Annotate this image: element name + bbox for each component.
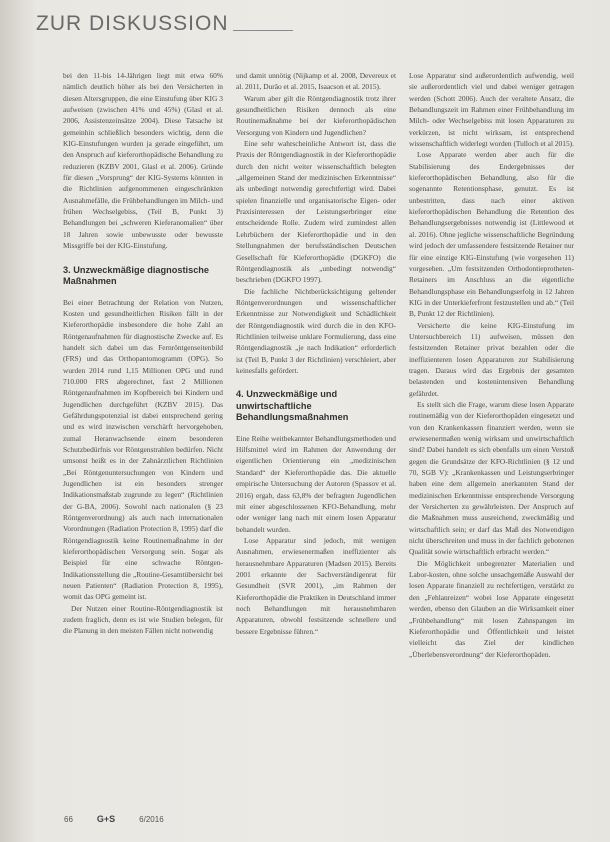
header-rule [233,30,293,31]
paragraph: Eine Reihe weitbekannter Behandlungsmethoden und Hilfsmittel wird im Rahmen der Anwendung der eigentlichen Orientierung ein „medizinischen Standard“ der Kieferorthopädie das. Die aktuelle empirische Untersuchung der Autoren (Spassov et al. 2016) ergab, dass 63,8% der befragten Jugendlichen mit einer abgeschlossenen KFO-Behandlung, mehr oder weniger lang nach mit einem losen Apparatur behandelt wurden. [236,433,396,534]
paragraph: Bei einer Betrachtung der Relation von Nutzen, Kosten und gesundheitlichen Risiken fällt in der Kieferorthopädie insbesondere die hohe Zahl an Röntgenaufnahmen für diagnostische Zwecke auf. Es handelt sich dabei um das Fernröntgenseitenbild (FRS) und das Orthopantomogramm (OPG). So wurden 2014 rund 1,15 Millionen OPG und rund 710.000 FRS abgerechnet, fast 2 Millionen Röntgenaufnahmen im Kopfbereich bei Kindern und Jugendlichen durchgeführt (KZBV 2015). Das Gefährdungspotenzial ist dabei entsprechend gering und es wird inzwischen verschärft hervorgehoben, zumal Heranwachsende einem besonderen Schutzbedürfnis vor Röntgenstrahlen bedürfen. Nicht umsonst heißt es in der Zahnärztlichen Richtlinien „Bei Röntgenuntersuchungen von Kindern und Jugendlichen ist ein besonders strenger Indikationsmaßstab zugrunde zu legen“ (Richtlinien der G-BA, 2006). Sowohl nach nationalen (§ 23 Röntgenverordnung) als auch nach internationalen Vorordnungen (Radiation Protection 8, 1995) darf die Röntgendiagnostik keine Routinemaßnahme in der kieferorthopädischen Versorgung sein. Sogar als Beispiel für eine schwache Röntgen-Indikationsstellung die „Routine-Gesamtübersicht bei neuen Patienten“ (Radiation Protection 8, 1995), womit das OPG gemeint ist. [63,297,223,602]
paragraph: Versicherte die keine KIG-Einstufung im Untersuchbereich 11) aufweisen, müssen den festsitzenden Retainer privat bezahlen oder die ineffizienteren losen Apparaturen zur Stabilisierung tragen. Daraus wird das Ergebnis der gesamten belastenden und kostenintensiven Behandlung gefährdet. [409,320,574,398]
issue-number: 6/2016 [139,814,164,824]
page-footer [64,812,570,826]
paragraph: Es stellt sich die Frage, warum diese losen Apparate routinemäßig von der Kieferorthopäden eingesetzt und von den Krankenkassen finanziert werden, wenn sie erwiesenermaßen wenig wirksam und unwirtschaftlich sind? Dabei handelt es sich ebenfalls um einen Verstoß gegen die Grundsätze der KFO-Richtlinien (§ 12 und 70, SGB V): „Krankenkassen und Leistungserbringer haben eine dem allgemein anerkannten Stand der medizinischen Erkenntnisse entsprechende Versorgung der Versicherten zu gewährleisten. Der Anspruch auf die Maßnahmen muss ausreichend, zweckmäßig und wirtschaftlich sein; er darf das Maß des Notwendigen nicht überschreiten und muss in der fachlich gebotenen Qualität sowie wirtschaftlich erbracht werden.“ [409,399,574,557]
section-title: ZUR DISKUSSION [36,12,229,35]
section-heading: 4. Unzweckmäßige und unwirtschaftliche Behandlungsmaßnahmen [236,389,349,423]
paragraph: und damit unnötig (Nijkamp et al. 2008, Devereux et al. 2011, Durão et al. 2015, Isaacson et al. 2015). [236,71,396,92]
paragraph: Lose Apparatur sind jedoch, mit wenigen Ausnahmen, erwiesenermaßen ineffizienter als herausnehmbare Apparaturen (Madsen 2015). Bereits 2001 erkannte der Sachverständigenrat für Gesundheit (SVR 2001), „im Rahmen der Kieferorthopädie die Praktiken in Deutschland immer noch Behandlungen mit herausnehmbaren Apparaturen, obwohl festsitzende schnellere und bessere Ergebnisse führen.“ [236,535,396,636]
paragraph: bei den 11-bis 14-Jährigen liegt mit etwa 60% nämlich deutlich höher als bei den Versicherten in diesen Altersgruppen, die eine Einstufung über KIG 3 aufweisen (zwischen 41% und 45%) (Glasl et al. 2006, Assistenzeinsätze 2004). Diese Tatsache ist gemeinhin schließlich besonders wichtig, denn die KIG-Einstufungen wurden ja gerade eingeführt, um den Anspruch auf kieferorthopädische Behandlung zu reduzieren (KZBV 2001, Glasl et al. 2006). Gründe für diesen „Vorsprung“ der KIG-Systems könnten in die Richtlinien aufgenommenen eingeschränkten Ausnahmefälle, die Frühbehandlungen im Milch- und frühen Wechselgebiss, (Teil B, Punkt 3) Behandlungen bei „schweren Kieferanomalien“ über 18 Jahren sowie unbewusste oder bewusste Missgriffe bei der KIG-Einstufung. [63,71,223,251]
paragraph: Die fachliche Nichtberücksichtigung geltender Röntgenverordnungen und wissenschaftlicher Erkenntnisse zur Notwendigkeit und Schädlichkeit der Röntgendiagnostik wird durch die in den KFO-Richtlinien teilweise unklare Formulierung, dass eine Röntgendiagnostik „je nach Indikation“ erforderlich ist (Teil B, Punkt 3 der Richtlinien) verschleiert, aber keinesfalls gefördert. [236,286,396,375]
column-right [409,70,574,660]
paragraph: Die Möglichkeit unbegrenzter Materialien und Labor-kosten, ohne solche unsachgemäße Auswahl der losen Apparate finanziell zu rechtfertigen, verstärkt zu den „Fehlanreizen“ wobei lose Apparate eingesetzt werden, ebenso den Glauben an die Wirksamkeit einer „Frühbehandlung“ mit losen Zahnspangen im Kieferorthopädie und Öffentlichkeit und leistet vielleicht das Ziel der kindlichen „Überlebensverordnung“ der Kieferorthopäden. [409,558,574,659]
paragraph: Der Nutzen einer Routine-Röntgendiagnostik ist zudem fraglich, denn es ist wie Studien belegen, für die Planung in den meisten Fällen nicht notwendig [63,603,223,636]
paragraph: Warum aber gilt die Röntgendiagnostik trotz ihrer gesundheitlichen Risiken dennoch als eine Routinemaßnahme bei der kieferorthopädischen Versorgung von Kindern und Jugendlichen? [236,93,396,137]
column-left [63,70,223,637]
paragraph: Lose Apparate werden aber auch für die Stabilisierung des Endergebnisses der kieferorthopädischen Behandlung, also für die sogenannte Retentionsphase, genutzt. Es ist unbestritten, dass nach einer aktiven kieferorthopädischen Behandlung die Retention des Behandlungsergebnisses notwendig ist (Littlewood et al. 2016). Ohne jegliche wissenschaftliche Begründung wird jedoch der umfassendere festsitzende Retainer nur für eine einzige KIG-Einstufung (wie vorgesehen 11) vorgesehen. „Um festsitzenden Orthodontieprotheten-Retainers im Anschluss an die eigentliche Behandlungsphase ein Behandlungserfolg in 12 Jahren KIG in der Unterkieferfront festzustellen und ab.“ (Teil B, Punkt 12 der Richtlinien). [409,150,574,319]
page-number: 66 [64,814,73,824]
paragraph: Eine sehr wahrscheinliche Antwort ist, dass die Praxis der Röntgendiagnostik in der Kieferorthopädie durch den nicht weiter wissenschaftlich belegten „allgemeinen Stand der medizinischen Erkenntnisse“ als unbedingt notwendig gerechtfertigt wird. Dabei spielen finanzielle und organisatorische Eigen- oder Praxisinteressen der Leistungserbringer eine entscheidende Rolle. Zudem wird zumindest allen Lehrbüchern der Kieferorthopädie und in den Stellungnahmen der berufsständischen Deutschen Gesellschaft für Kieferorthopädie (DGKFO) die Röntgendiagnostik als „unbedingt notwendig“ beschrieben (DGKFO 1997). [236,139,396,285]
journal-name: G+S [96,814,116,824]
paragraph: Lose Apparatur sind außerordentlich aufwendig, weil sie außerordentlich viel und dabei weniger getragen werden (Schott 2006). Auch der veraltete Ansatz, die Behandlungszeit im Rahmen einer Frühbehandlung im Milch- oder Wechselgebiss mit losen Apparaturen zu verkürzen, ist nicht wirksam, ist entsprechend wissenschaftlich widerlegt worden (Tulloch et al 2015). [409,71,574,149]
section-header [36,6,590,34]
section-heading: 3. Unzweckmäßige diagnostische Maßnahmen [63,264,210,286]
column-middle [236,70,396,637]
